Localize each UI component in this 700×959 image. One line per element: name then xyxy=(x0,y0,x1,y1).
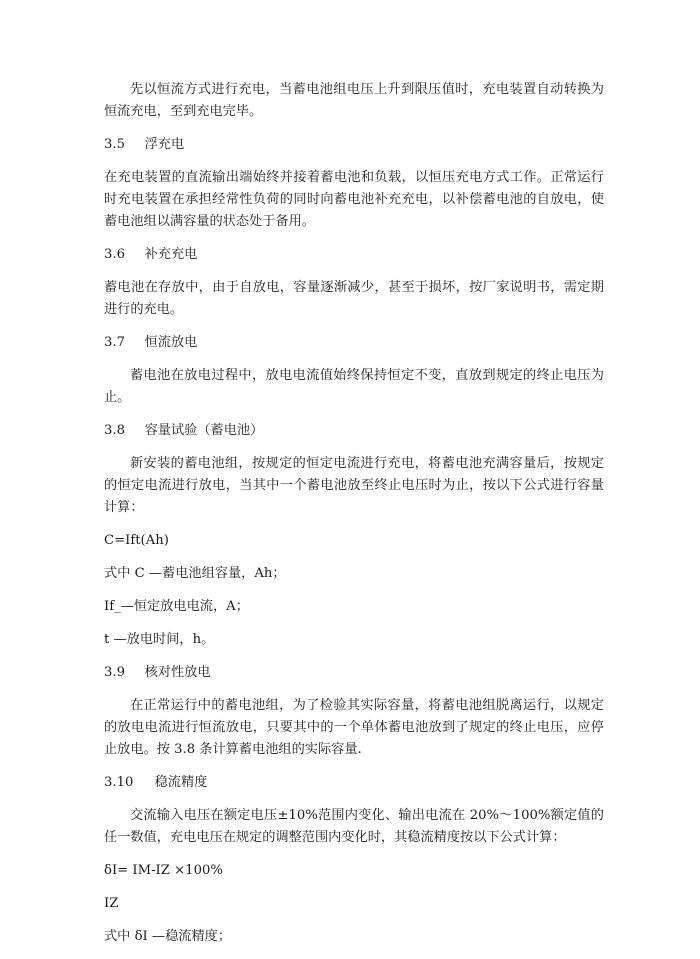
section-3-6-heading xyxy=(104,244,604,266)
section-number: 3.5 xyxy=(104,137,125,152)
section-3-10-heading xyxy=(104,772,604,794)
section-3-9-heading xyxy=(104,662,604,684)
section-3-7-heading xyxy=(104,332,604,354)
section-title: 核对性放电 xyxy=(144,665,211,680)
formula-where-line: If_—恒定放电电流，A； xyxy=(104,599,249,614)
section-3-10-body: 交流输入电压在额定电压±10%范围内变化、输出电流在 20%～100%额定值的任一数值，充电电压在规定的调整范围内变化时，其稳流精度按以下公式计算： xyxy=(104,808,604,845)
document-page xyxy=(104,79,604,959)
section-3-7-body: 蓄电池在放电过程中，放电电流值始终保持恒定不变，直放到规定的终止电压为止。 xyxy=(104,368,604,405)
stability-formula-denominator: IZ xyxy=(104,896,119,911)
section-3-6-body: 蓄电池在存放中，由于自放电，容量逐渐减少，甚至于损坏，按厂家说明书，需定期进行的充电。 xyxy=(104,280,604,317)
formula-where-line: t —放电时间，h。 xyxy=(104,632,215,647)
section-title: 恒流放电 xyxy=(144,335,198,350)
intro-paragraph: 先以恒流方式进行充电，当蓄电池组电压上升到限压值时，充电装置自动转换为恒流充电，至到充电完毕。 xyxy=(104,82,604,119)
section-3-9-body: 在正常运行中的蓄电池组，为了检验其实际容量，将蓄电池组脱离运行，以规定的放电电流进行恒流放电，只要其中的一个单体蓄电池放到了规定的终止电压，应停止放电。按 3.8 条计算蓄电池组的实际容量. xyxy=(104,698,604,757)
section-3-5-body: 在充电装置的直流输出端始终并接着蓄电池和负载，以恒压充电方式工作。正常运行时充电装置在承担经常性负荷的同时向蓄电池补充充电，以补偿蓄电池的自放电，使蓄电池组以满容量的状态处于备用。 xyxy=(104,170,604,229)
formula-where-line: 式中 C —蓄电池组容量，Ah； xyxy=(104,566,286,581)
section-title: 稳流精度 xyxy=(154,775,208,790)
section-title: 容量试验（蓄电池） xyxy=(144,423,264,438)
formula-where-line: 式中 δI —稳流精度； xyxy=(104,929,232,944)
section-number: 3.9 xyxy=(104,665,125,680)
section-3-5-heading xyxy=(104,134,604,156)
section-3-8-heading xyxy=(104,420,604,442)
section-number: 3.6 xyxy=(104,247,125,262)
section-3-8-body: 新安装的蓄电池组，按规定的恒定电流进行充电，将蓄电池充满容量后，按规定的恒定电流进行放电，当其中一个蓄电池放至终止电压时为止，按以下公式进行容量计算： xyxy=(104,456,604,515)
section-number: 3.10 xyxy=(104,775,134,790)
capacity-formula: C=Ift(Ah) xyxy=(104,533,169,548)
section-number: 3.8 xyxy=(104,423,125,438)
section-number: 3.7 xyxy=(104,335,125,350)
section-title: 浮充电 xyxy=(144,137,185,152)
section-title: 补充充电 xyxy=(144,247,198,262)
stability-formula: δI= IM-IZ ×100% xyxy=(104,863,223,878)
